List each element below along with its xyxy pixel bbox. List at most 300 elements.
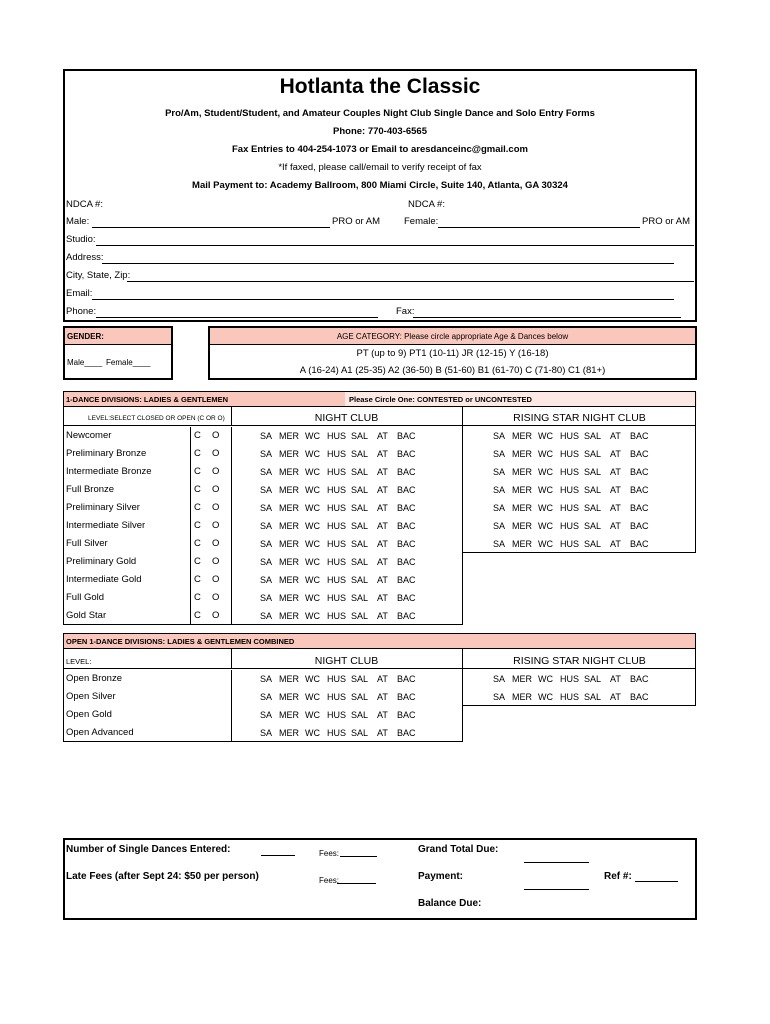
night-club-dance-option[interactable]: AT xyxy=(377,611,388,621)
level-name: Intermediate Bronze xyxy=(66,466,152,477)
mail-payment-line: Mail Payment to: Academy Ballroom, 800 Miami Circle, Suite 140, Atlanta, GA 30324 xyxy=(192,180,568,191)
night-club-dance-option[interactable]: MER xyxy=(279,710,299,720)
rising-star-dance-option[interactable]: AT xyxy=(610,539,621,549)
num-dances-label: Number of Single Dances Entered: xyxy=(66,844,231,855)
night-club-dance-option[interactable]: AT xyxy=(377,575,388,585)
rising-star-dance-option[interactable]: HUS xyxy=(560,539,580,549)
rising-star-dance-option[interactable]: MER xyxy=(512,674,532,684)
open-option[interactable]: O xyxy=(212,466,220,477)
night-club-dance-option[interactable]: AT xyxy=(377,449,388,459)
night-club-dance-option[interactable]: WC xyxy=(305,449,320,459)
section2-level-label: LEVEL: xyxy=(66,657,92,666)
rising-star-dance-option[interactable]: SA xyxy=(493,431,506,441)
night-club-dance-option[interactable]: AT xyxy=(377,728,388,738)
rising-star-dance-option[interactable]: SA xyxy=(493,467,506,477)
rising-star-dance-option[interactable]: SAL xyxy=(584,692,602,702)
night-club-dance-option[interactable]: BAC xyxy=(397,431,416,441)
rising-star-dance-option[interactable]: AT xyxy=(610,521,621,531)
open-option[interactable]: O xyxy=(212,502,220,513)
night-club-dance-option[interactable]: WC xyxy=(305,710,320,720)
night-club-dance-option[interactable]: SAL xyxy=(351,593,369,603)
night-club-dance-option[interactable]: MER xyxy=(279,557,299,567)
night-club-dance-option[interactable]: SAL xyxy=(351,521,369,531)
age-line-2[interactable]: A (16-24) A1 (25-35) A2 (36-50) B (51-60) B1 (61-70) C (71-80) C1 (81+) xyxy=(299,365,606,376)
night-club-dance-option[interactable]: SA xyxy=(260,431,273,441)
night-club-dance-option[interactable]: SAL xyxy=(351,449,369,459)
rising-star-dance-option[interactable]: AT xyxy=(610,431,621,441)
grand-total-label: Grand Total Due: xyxy=(418,844,499,855)
night-club-dance-option[interactable]: WC xyxy=(305,593,320,603)
night-club-dance-option[interactable]: SA xyxy=(260,467,273,477)
night-club-dance-option[interactable]: HUS xyxy=(327,575,347,585)
night-club-dance-option[interactable]: BAC xyxy=(397,674,416,684)
section1-contested-choice[interactable]: Please Circle One: CONTESTED or UNCONTESTED xyxy=(349,395,532,404)
rising-star-dance-option[interactable]: BAC xyxy=(630,449,649,459)
night-club-dance-option[interactable]: WC xyxy=(305,728,320,738)
night-club-dance-option[interactable]: AT xyxy=(377,539,388,549)
grand-total-field[interactable] xyxy=(524,852,589,863)
open-option[interactable]: O xyxy=(212,538,220,549)
rising-star-dance-option[interactable]: MER xyxy=(512,521,532,531)
table-row xyxy=(0,670,770,688)
night-club-dance-option[interactable]: AT xyxy=(377,692,388,702)
night-club-dance-option[interactable]: HUS xyxy=(327,431,347,441)
night-club-dance-option[interactable]: BAC xyxy=(397,557,416,567)
night-club-dance-option[interactable]: HUS xyxy=(327,467,347,477)
rising-star-dance-option[interactable]: WC xyxy=(538,692,553,702)
night-club-dance-option[interactable]: SA xyxy=(260,503,273,513)
city-state-zip-field[interactable] xyxy=(127,270,694,282)
night-club-dance-option[interactable]: MER xyxy=(279,503,299,513)
co-divider xyxy=(190,553,191,571)
night-club-dance-option[interactable]: MER xyxy=(279,575,299,585)
co-divider xyxy=(190,427,191,445)
studio-label: Studio: xyxy=(66,234,96,245)
level-name: Open Gold xyxy=(66,709,112,720)
closed-option[interactable]: C xyxy=(194,592,201,603)
rising-star-dance-option[interactable]: BAC xyxy=(630,485,649,495)
address-label: Address: xyxy=(66,252,104,263)
night-club-dance-option[interactable]: BAC xyxy=(397,521,416,531)
night-club-dance-option[interactable]: MER xyxy=(279,449,299,459)
night-club-dance-option[interactable]: SA xyxy=(260,575,273,585)
open-option[interactable]: O xyxy=(212,484,220,495)
night-club-dance-option[interactable]: SAL xyxy=(351,611,369,621)
fees-label-2: Fees: xyxy=(319,876,340,885)
rising-star-dance-option[interactable]: BAC xyxy=(630,467,649,477)
rising-star-dance-option[interactable]: WC xyxy=(538,449,553,459)
night-club-dance-option[interactable]: MER xyxy=(279,539,299,549)
rising-star-dance-option[interactable]: AT xyxy=(610,692,621,702)
rising-star-dance-option[interactable]: HUS xyxy=(560,467,580,477)
night-club-dance-option[interactable]: BAC xyxy=(397,539,416,549)
nc-left-divider xyxy=(231,517,232,535)
night-club-dance-option[interactable]: BAC xyxy=(397,467,416,477)
night-club-dance-option[interactable]: WC xyxy=(305,557,320,567)
table-row xyxy=(0,688,770,706)
section1-level-label: LEVEL:SELECT CLOSED OR OPEN (C OR O) xyxy=(88,415,225,422)
nc-left-divider xyxy=(231,535,232,553)
section2-night-club-header: NIGHT CLUB xyxy=(314,655,379,667)
night-club-dance-option[interactable]: SAL xyxy=(351,503,369,513)
night-club-dance-option[interactable]: WC xyxy=(305,521,320,531)
rising-star-dance-option[interactable]: HUS xyxy=(560,431,580,441)
night-club-dance-option[interactable]: WC xyxy=(305,611,320,621)
night-club-dance-option[interactable]: MER xyxy=(279,728,299,738)
night-club-dance-option[interactable]: MER xyxy=(279,431,299,441)
night-club-dance-option[interactable]: SAL xyxy=(351,557,369,567)
rising-star-dance-option[interactable]: AT xyxy=(610,485,621,495)
level-name: Open Bronze xyxy=(66,673,122,684)
night-club-dance-option[interactable]: HUS xyxy=(327,521,347,531)
rising-star-dance-option[interactable]: MER xyxy=(512,485,532,495)
open-option[interactable]: O xyxy=(212,556,220,567)
gender-divider xyxy=(65,344,171,345)
nc-left-divider xyxy=(231,445,232,463)
night-club-dance-option[interactable]: SA xyxy=(260,674,273,684)
table-row xyxy=(0,445,770,463)
night-club-dance-option[interactable]: SA xyxy=(260,692,273,702)
night-club-dance-option[interactable]: SA xyxy=(260,728,273,738)
night-club-dance-option[interactable]: WC xyxy=(305,503,320,513)
rising-star-dance-option[interactable]: SAL xyxy=(584,521,602,531)
night-club-dance-option[interactable]: HUS xyxy=(327,611,347,621)
section1-title: 1-DANCE DIVISIONS: LADIES & GENTLEMEN xyxy=(66,395,229,404)
rising-star-dance-option[interactable]: SA xyxy=(493,521,506,531)
night-club-dance-option[interactable]: WC xyxy=(305,539,320,549)
table-row xyxy=(0,481,770,499)
payment-label: Payment: xyxy=(418,871,464,882)
rising-star-dance-option[interactable]: AT xyxy=(610,674,621,684)
night-club-dance-option[interactable]: MER xyxy=(279,593,299,603)
fax-field[interactable] xyxy=(413,306,681,318)
table-row xyxy=(0,571,770,589)
night-club-dance-option[interactable]: SA xyxy=(260,449,273,459)
open-option[interactable]: O xyxy=(212,610,220,621)
fax-email-line: Fax Entries to 404-254-1073 or Email to aresdanceinc@gmail.com xyxy=(232,144,528,155)
level-name: Preliminary Bronze xyxy=(66,448,147,459)
table-row xyxy=(0,724,770,742)
address-field[interactable] xyxy=(102,252,674,264)
nc-left-divider xyxy=(231,589,232,607)
night-club-dance-option[interactable]: SA xyxy=(260,521,273,531)
rising-star-dance-option[interactable]: SA xyxy=(493,674,506,684)
closed-option[interactable]: C xyxy=(194,538,201,549)
night-club-dance-option[interactable]: HUS xyxy=(327,449,347,459)
table-row xyxy=(0,499,770,517)
male-pro-or-am: PRO or AM xyxy=(332,216,381,227)
closed-option[interactable]: C xyxy=(194,484,201,495)
gender-female-option[interactable]: Female____ xyxy=(106,358,151,367)
co-divider xyxy=(190,535,191,553)
rising-star-dance-option[interactable]: WC xyxy=(538,485,553,495)
gender-label: GENDER: xyxy=(67,332,104,341)
rising-star-dance-option[interactable]: SAL xyxy=(584,467,602,477)
night-club-dance-option[interactable]: HUS xyxy=(327,692,347,702)
open-option[interactable]: O xyxy=(212,430,220,441)
rising-star-dance-option[interactable]: MER xyxy=(512,539,532,549)
rising-star-dance-option[interactable]: MER xyxy=(512,692,532,702)
fax-note: *If faxed, please call/email to verify receipt of fax xyxy=(278,162,482,173)
table-row xyxy=(0,535,770,553)
fees-field-1[interactable] xyxy=(340,846,377,857)
ref-label: Ref #: xyxy=(604,871,632,882)
night-club-dance-option[interactable]: SAL xyxy=(351,539,369,549)
level-name: Open Advanced xyxy=(66,727,134,738)
night-club-dance-option[interactable]: HUS xyxy=(327,557,347,567)
rising-star-dance-option[interactable]: WC xyxy=(538,503,553,513)
rising-star-dance-option[interactable]: SAL xyxy=(584,503,602,513)
night-club-dance-option[interactable]: SA xyxy=(260,611,273,621)
night-club-dance-option[interactable]: SAL xyxy=(351,674,369,684)
table-row xyxy=(0,607,770,625)
rising-star-dance-option[interactable]: WC xyxy=(538,674,553,684)
nc-left-divider xyxy=(231,499,232,517)
rising-star-dance-option[interactable]: WC xyxy=(538,431,553,441)
rising-star-dance-option[interactable]: SA xyxy=(493,539,506,549)
night-club-dance-option[interactable]: SA xyxy=(260,539,273,549)
closed-option[interactable]: C xyxy=(194,610,201,621)
night-club-dance-option[interactable]: HUS xyxy=(327,593,347,603)
night-club-dance-option[interactable]: BAC xyxy=(397,692,416,702)
rising-star-dance-option[interactable]: BAC xyxy=(630,692,649,702)
night-club-dance-option[interactable]: AT xyxy=(377,431,388,441)
co-divider xyxy=(190,499,191,517)
night-club-dance-option[interactable]: BAC xyxy=(397,449,416,459)
night-club-dance-option[interactable]: SAL xyxy=(351,485,369,495)
ndca-label-right: NDCA #: xyxy=(408,199,445,210)
night-club-dance-option[interactable]: SA xyxy=(260,710,273,720)
fees-field-2[interactable] xyxy=(337,873,376,884)
level-name: Full Silver xyxy=(66,538,108,549)
night-club-dance-option[interactable]: WC xyxy=(305,431,320,441)
night-club-dance-option[interactable]: SAL xyxy=(351,728,369,738)
level-name: Full Bronze xyxy=(66,484,115,495)
nc-left-divider xyxy=(231,571,232,589)
rising-star-dance-option[interactable]: SAL xyxy=(584,485,602,495)
table-row xyxy=(0,706,770,724)
rising-star-dance-option[interactable]: AT xyxy=(610,503,621,513)
table-row xyxy=(0,427,770,445)
night-club-dance-option[interactable]: MER xyxy=(279,674,299,684)
rising-star-dance-option[interactable]: MER xyxy=(512,431,532,441)
num-dances-field[interactable] xyxy=(261,845,295,856)
night-club-dance-option[interactable]: WC xyxy=(305,692,320,702)
night-club-dance-option[interactable]: SA xyxy=(260,593,273,603)
ref-field[interactable] xyxy=(635,871,678,882)
male-label: Male: xyxy=(66,216,90,227)
rising-star-dance-option[interactable]: SAL xyxy=(584,449,602,459)
night-club-dance-option[interactable]: HUS xyxy=(327,503,347,513)
night-club-dance-option[interactable]: MER xyxy=(279,467,299,477)
night-club-dance-option[interactable]: AT xyxy=(377,503,388,513)
nc-left-divider xyxy=(231,607,232,625)
nc-left-divider xyxy=(231,463,232,481)
table-row xyxy=(0,553,770,571)
night-club-dance-option[interactable]: HUS xyxy=(327,539,347,549)
closed-option[interactable]: C xyxy=(194,502,201,513)
nc-left-divider xyxy=(231,670,232,688)
nc-left-divider xyxy=(231,706,232,724)
level-name: Gold Star xyxy=(66,610,107,621)
co-divider xyxy=(190,589,191,607)
rising-star-dance-option[interactable]: SAL xyxy=(584,431,602,441)
night-club-dance-option[interactable]: BAC xyxy=(397,593,416,603)
night-club-dance-option[interactable]: AT xyxy=(377,485,388,495)
rising-star-dance-option[interactable]: WC xyxy=(538,467,553,477)
female-name-field[interactable] xyxy=(438,216,640,228)
age-divider xyxy=(210,344,695,345)
rising-star-dance-option[interactable]: SA xyxy=(493,503,506,513)
table-row xyxy=(0,463,770,481)
female-label: Female: xyxy=(404,216,439,227)
night-club-dance-option[interactable]: WC xyxy=(305,467,320,477)
female-pro-or-am: PRO or AM xyxy=(642,216,691,227)
night-club-dance-option[interactable]: BAC xyxy=(397,710,416,720)
night-club-dance-option[interactable]: SAL xyxy=(351,431,369,441)
rising-star-dance-option[interactable]: SA xyxy=(493,692,506,702)
nc-left-divider xyxy=(231,427,232,445)
night-club-dance-option[interactable]: MER xyxy=(279,611,299,621)
night-club-dance-option[interactable]: AT xyxy=(377,710,388,720)
section2-header-line xyxy=(63,668,696,669)
night-club-dance-option[interactable]: HUS xyxy=(327,710,347,720)
co-divider xyxy=(190,481,191,499)
co-divider xyxy=(190,607,191,625)
section2-title: OPEN 1-DANCE DIVISIONS: LADIES & GENTLEMEN COMBINED xyxy=(66,637,295,646)
open-option[interactable]: O xyxy=(212,520,220,531)
level-name: Open Silver xyxy=(66,691,116,702)
studio-field[interactable] xyxy=(96,234,694,246)
co-divider xyxy=(190,571,191,589)
night-club-dance-option[interactable]: AT xyxy=(377,521,388,531)
closed-option[interactable]: C xyxy=(194,520,201,531)
rising-star-dance-option[interactable]: MER xyxy=(512,467,532,477)
nc-left-divider xyxy=(231,481,232,499)
age-category-header: AGE CATEGORY: Please circle appropriate Age & Dances below xyxy=(336,332,569,341)
open-option[interactable]: O xyxy=(212,574,220,585)
ndca-label-left: NDCA #: xyxy=(66,199,103,210)
co-divider xyxy=(190,517,191,535)
night-club-dance-option[interactable]: WC xyxy=(305,674,320,684)
open-option[interactable]: O xyxy=(212,592,220,603)
email-field[interactable] xyxy=(92,288,674,300)
rising-star-dance-option[interactable]: AT xyxy=(610,449,621,459)
rising-star-dance-option[interactable]: WC xyxy=(538,521,553,531)
late-fees-label: Late Fees (after Sept 24: $50 per person) xyxy=(66,871,259,882)
age-line-1[interactable]: PT (up to 9) PT1 (10-11) JR (12-15) Y (16-18) xyxy=(356,348,549,359)
rising-star-dance-option[interactable]: SAL xyxy=(584,539,602,549)
rising-star-dance-option[interactable]: BAC xyxy=(630,521,649,531)
rising-star-dance-option[interactable]: MER xyxy=(512,449,532,459)
night-club-dance-option[interactable]: AT xyxy=(377,593,388,603)
rising-star-dance-option[interactable]: HUS xyxy=(560,485,580,495)
night-club-dance-option[interactable]: HUS xyxy=(327,485,347,495)
gender-male-option[interactable]: Male____ xyxy=(67,358,103,367)
table-row xyxy=(0,517,770,535)
rising-star-dance-option[interactable]: SA xyxy=(493,449,506,459)
night-club-dance-option[interactable]: MER xyxy=(279,521,299,531)
night-club-dance-option[interactable]: AT xyxy=(377,674,388,684)
night-club-dance-option[interactable]: AT xyxy=(377,557,388,567)
night-club-dance-option[interactable]: AT xyxy=(377,467,388,477)
balance-due-label: Balance Due: xyxy=(418,898,482,909)
closed-option[interactable]: C xyxy=(194,556,201,567)
night-club-dance-option[interactable]: HUS xyxy=(327,728,347,738)
night-club-dance-option[interactable]: MER xyxy=(279,692,299,702)
level-name: Preliminary Silver xyxy=(66,502,140,513)
rising-star-dance-option[interactable]: SA xyxy=(493,485,506,495)
night-club-dance-option[interactable]: SAL xyxy=(351,710,369,720)
closed-option[interactable]: C xyxy=(194,466,201,477)
night-club-dance-option[interactable]: MER xyxy=(279,485,299,495)
nc-left-divider xyxy=(231,724,232,742)
rising-star-dance-option[interactable]: SAL xyxy=(584,674,602,684)
section1-night-club-header: NIGHT CLUB xyxy=(314,412,379,424)
rising-star-dance-option[interactable]: MER xyxy=(512,503,532,513)
night-club-dance-option[interactable]: HUS xyxy=(327,674,347,684)
night-club-dance-option[interactable]: BAC xyxy=(397,728,416,738)
rising-star-dance-option[interactable]: HUS xyxy=(560,692,580,702)
phone-field[interactable] xyxy=(96,306,378,318)
night-club-dance-option[interactable]: SAL xyxy=(351,692,369,702)
night-club-dance-option[interactable]: SA xyxy=(260,485,273,495)
contact-phone: Phone: 770-403-6565 xyxy=(333,126,427,137)
night-club-dance-option[interactable]: SAL xyxy=(351,575,369,585)
form-subtitle: Pro/Am, Student/Student, and Amateur Couples Night Club Single Dance and Solo Entry Forms xyxy=(165,108,595,119)
rising-star-dance-option[interactable]: HUS xyxy=(560,674,580,684)
rising-star-dance-option[interactable]: HUS xyxy=(560,521,580,531)
co-divider xyxy=(190,445,191,463)
closed-option[interactable]: C xyxy=(194,448,201,459)
table-row xyxy=(0,589,770,607)
city-state-zip-label: City, State, Zip: xyxy=(66,270,131,281)
level-name: Intermediate Gold xyxy=(66,574,142,585)
section1-header-line xyxy=(63,425,696,426)
nc-left-divider xyxy=(231,553,232,571)
rising-star-dance-option[interactable]: BAC xyxy=(630,674,649,684)
night-club-dance-option[interactable]: SAL xyxy=(351,467,369,477)
open-option[interactable]: O xyxy=(212,448,220,459)
night-club-dance-option[interactable]: BAC xyxy=(397,485,416,495)
level-name: Intermediate Silver xyxy=(66,520,146,531)
night-club-dance-option[interactable]: BAC xyxy=(397,503,416,513)
rising-star-dance-option[interactable]: BAC xyxy=(630,503,649,513)
male-name-field[interactable] xyxy=(92,216,330,228)
rising-star-dance-option[interactable]: AT xyxy=(610,467,621,477)
payment-field[interactable] xyxy=(524,879,589,890)
rising-star-dance-option[interactable]: HUS xyxy=(560,503,580,513)
night-club-dance-option[interactable]: WC xyxy=(305,485,320,495)
rising-star-dance-option[interactable]: HUS xyxy=(560,449,580,459)
rising-star-dance-option[interactable]: BAC xyxy=(630,539,649,549)
night-club-dance-option[interactable]: BAC xyxy=(397,611,416,621)
night-club-dance-option[interactable]: BAC xyxy=(397,575,416,585)
closed-option[interactable]: C xyxy=(194,574,201,585)
email-label: Email: xyxy=(66,288,93,299)
phone-label: Phone: xyxy=(66,306,97,317)
section1-rising-star-header: RISING STAR NIGHT CLUB xyxy=(513,412,646,424)
level-name: Newcomer xyxy=(66,430,112,441)
page-title: Hotlanta the Classic xyxy=(279,75,481,98)
fees-label-1: Fees: xyxy=(319,849,340,858)
rising-star-dance-option[interactable]: WC xyxy=(538,539,553,549)
night-club-dance-option[interactable]: SA xyxy=(260,557,273,567)
rising-star-dance-option[interactable]: BAC xyxy=(630,431,649,441)
night-club-dance-option[interactable]: WC xyxy=(305,575,320,585)
closed-option[interactable]: C xyxy=(194,430,201,441)
nc-left-divider xyxy=(231,688,232,706)
